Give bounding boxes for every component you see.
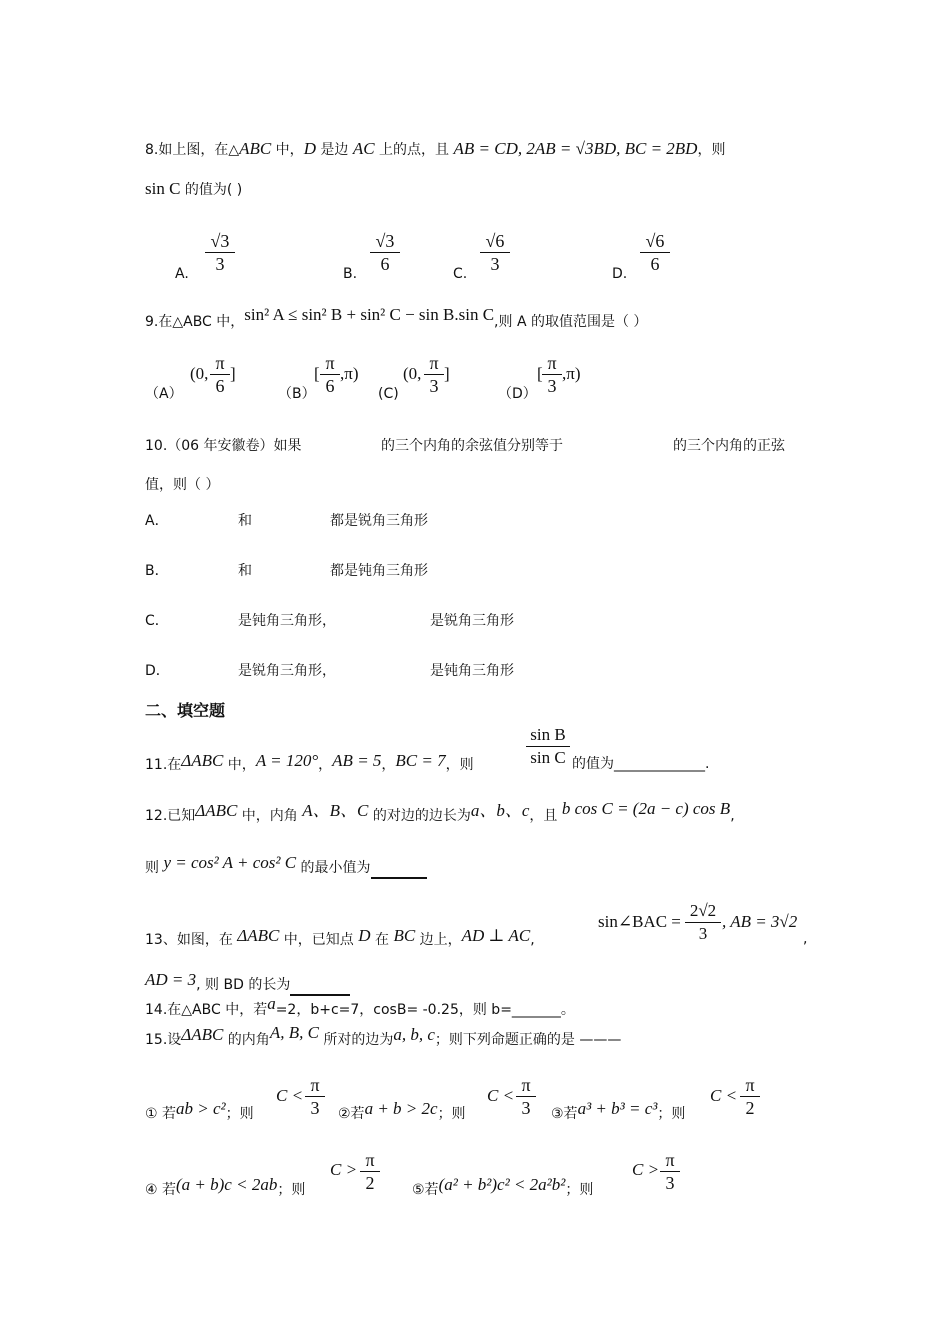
q12-text: 中，内角 <box>237 808 303 824</box>
q15-item-3-frac <box>740 1074 760 1119</box>
q15-sides: a, b, c <box>393 1025 435 1044</box>
q15-item-1-frac <box>305 1074 325 1119</box>
q10-option-d-label[interactable]: D． <box>145 663 170 679</box>
q13-text: 在 <box>370 932 394 948</box>
q8-option-d-value <box>640 230 670 275</box>
numerator: π <box>660 1149 680 1172</box>
q13-prefix: 13、如图，在 <box>145 932 238 948</box>
q15-item-2-frac <box>516 1074 536 1119</box>
q11-then: ，则 <box>445 757 474 773</box>
q12-text: 的对边的边长为 <box>368 808 471 824</box>
q15-item-condition: ab > c² <box>176 1099 226 1118</box>
q13-text: , 则 BD 的长为 <box>196 977 291 993</box>
q10-option-d-text1: 是锐角三角形， <box>238 663 336 679</box>
q15-item-condition: a + b > 2c <box>364 1099 438 1118</box>
question-14 <box>145 994 575 1019</box>
q12-line2 <box>145 853 427 879</box>
q8-text: 上的点，且 <box>374 142 454 158</box>
q15-item-1-c: C < <box>276 1086 304 1105</box>
q8-option-a-value <box>205 230 235 275</box>
q15-item-label: ① 若 <box>145 1106 177 1122</box>
q15-item-2 <box>338 1099 466 1123</box>
q15-text: 的内角 <box>223 1032 270 1048</box>
numerator: sin B <box>526 724 570 747</box>
q8-text: 是边 <box>315 142 353 158</box>
q13-triangle: ΔABC <box>237 926 280 945</box>
q15-item-then: ；则 <box>657 1106 686 1122</box>
q12-angles: A、B、C <box>302 801 369 820</box>
numerator: √3 <box>370 230 400 253</box>
q13-sin-value <box>685 900 721 945</box>
q11-angle-a: A = 120° <box>255 751 319 770</box>
q13-line1: 13、如图，在 ΔABC 中，已知点 D 在 BC 边上，AD ⊥ AC, <box>145 926 535 948</box>
denominator: 6 <box>650 254 660 274</box>
q13-side-bc: BC <box>393 926 416 945</box>
numerator: √6 <box>640 230 670 253</box>
q10-option-a-text1: 和 <box>238 513 252 529</box>
q8-point-d: D <box>303 139 316 158</box>
q15-item-then: ；则 <box>437 1106 466 1122</box>
q11-line: 11.在ΔABC 中，A = 120°，AB = 5，BC = 7，则 <box>145 751 474 773</box>
q9-option-d-frac <box>542 352 562 397</box>
q9-option-a-frac <box>210 352 230 397</box>
denominator: sin C <box>530 748 566 767</box>
q9-option-c-frac <box>424 352 444 397</box>
q9-condition: sin² A ≤ sin² B + sin² C − sin B.sin C <box>244 305 495 324</box>
q15-item-2-c: C < <box>487 1086 515 1105</box>
q10-option-c-text1: 是钝角三角形， <box>238 613 336 629</box>
q15-item-3-c: C < <box>710 1086 738 1105</box>
numerator: π <box>542 352 562 375</box>
numerator: π <box>210 352 230 375</box>
q9-option-b-label[interactable]: （B） <box>278 386 316 402</box>
q15-item-1 <box>145 1099 254 1123</box>
q12-line1 <box>145 799 735 825</box>
q15-item-4-frac <box>360 1149 380 1194</box>
numerator: 2√2 <box>685 900 721 923</box>
q9-option-a-right: ] <box>230 364 236 383</box>
q12-sides: a、b、c <box>470 801 530 820</box>
q10-option-b-text2: 都是钝角三角形 <box>330 563 428 579</box>
q12-text: ，且 <box>529 808 562 824</box>
q11-suffix: 的值为_____________. <box>572 756 710 772</box>
q15-text: 所对的边为 <box>318 1032 394 1048</box>
q15-suffix: ；则下列命题正确的是 ——— <box>434 1032 622 1048</box>
q8-side-ac: AC <box>352 139 375 158</box>
section-heading: 二、填空题 <box>145 701 226 720</box>
numerator: π <box>305 1074 325 1097</box>
q10-option-a-text2: 都是锐角三角形 <box>330 513 428 529</box>
q8-sinc: sin C <box>145 179 181 198</box>
q9-option-c-label[interactable]: (C) <box>378 386 399 402</box>
q8-option-c-value <box>480 230 510 275</box>
q11-ratio <box>526 724 570 769</box>
q15-item-4-c: C > <box>330 1160 358 1179</box>
q9-option-b-right: ,π) <box>340 364 359 383</box>
q13-text: 中，已知点 <box>279 932 359 948</box>
q8-line1 <box>145 140 725 159</box>
q15-line1 <box>145 1023 622 1049</box>
q12-triangle: ΔABC <box>195 801 238 820</box>
q13-comma: , <box>803 931 808 947</box>
q13-line2 <box>145 970 350 996</box>
q8-condition: AB = CD, 2AB = √3BD, BC = 2BD <box>453 139 698 158</box>
q12-condition: b cos C = (2a − c) cos B <box>561 799 731 818</box>
q8-option-a-label[interactable]: A. <box>175 266 189 282</box>
q9-prefix: 9.在△ABC 中， <box>145 314 245 330</box>
q14-a: a <box>267 994 276 1013</box>
denominator: 3 <box>310 1098 320 1118</box>
q8-option-b-label[interactable]: B. <box>343 266 358 282</box>
q8-option-d-label[interactable]: D. <box>612 266 628 282</box>
q15-item-4 <box>145 1175 306 1199</box>
denominator: 6 <box>215 376 225 396</box>
q15-item-5 <box>412 1175 594 1199</box>
q13-side-ad: AD = 3 <box>145 970 197 989</box>
denominator: 6 <box>380 254 390 274</box>
q15-item-then: ；则 <box>277 1182 306 1198</box>
q9-option-c-left: (0, <box>403 364 422 383</box>
q13-text: 边上， <box>415 932 462 948</box>
q10-option-b-label[interactable]: B． <box>145 563 169 579</box>
q13-sin-bac: sin∠BAC = <box>598 912 681 931</box>
numerator: √3 <box>205 230 235 253</box>
q15-item-label: ④ 若 <box>145 1182 177 1198</box>
q15-item-label: ③若 <box>551 1106 578 1122</box>
denominator: 2 <box>365 1173 375 1193</box>
q10-option-d-text2: 是钝角三角形 <box>430 663 514 679</box>
q13-side-ab: , AB = 3√2 <box>722 912 798 931</box>
q14-text1: 14.在△ABC 中，若 <box>145 1002 268 1018</box>
q9-suffix: ,则 A 的取值范围是（ ） <box>494 314 648 330</box>
q12-prefix: 12.已知 <box>145 808 196 824</box>
q13-point-d: D <box>358 926 371 945</box>
denominator: 2 <box>745 1098 755 1118</box>
q13-perpendicular: AD ⊥ AC <box>461 926 531 945</box>
q9-option-a-label[interactable]: （A） <box>145 386 183 402</box>
q9-option-c-right: ] <box>444 364 450 383</box>
q12-answer-blank[interactable] <box>371 859 427 879</box>
numerator: π <box>740 1074 760 1097</box>
q9-option-b-frac <box>320 352 340 397</box>
q15-item-then: ；则 <box>565 1182 594 1198</box>
q10-text-1: 10.（06 年安徽卷）如果 <box>145 438 302 454</box>
q9-line1 <box>145 305 648 331</box>
q8-prefix: 8.如上图，在△ <box>145 142 240 158</box>
q8-line2 <box>145 180 242 199</box>
q15-item-then: ；则 <box>225 1106 254 1122</box>
denominator: 3 <box>665 1173 675 1193</box>
q10-option-c-label[interactable]: C． <box>145 613 169 629</box>
denominator: 3 <box>215 254 225 274</box>
q10-text-2: 的三个内角的余弦值分别等于 <box>381 438 563 454</box>
q8-triangle: ABC <box>239 139 272 158</box>
numerator: π <box>516 1074 536 1097</box>
q15-prefix: 15.设 <box>145 1032 182 1048</box>
q9-option-d-right: ,π) <box>562 364 581 383</box>
q9-option-a-left: (0, <box>190 364 209 383</box>
denominator: 3 <box>547 376 557 396</box>
q11-text: 中， <box>223 757 256 773</box>
q8-text: ，则 <box>697 142 726 158</box>
q10-option-a-label[interactable]: A． <box>145 513 169 529</box>
q10-text-3: 的三个内角的正弦 <box>673 438 785 454</box>
q12-expression: y = cos² A + cos² C <box>163 853 297 872</box>
q15-item-3 <box>551 1099 686 1123</box>
q12-comma: , <box>730 808 735 824</box>
numerator: √6 <box>480 230 510 253</box>
q15-item-label: ②若 <box>338 1106 365 1122</box>
q15-item-condition: (a + b)c < 2ab <box>176 1175 278 1194</box>
q15-item-5-c: C > <box>632 1160 660 1179</box>
denominator: 3 <box>698 924 708 943</box>
numerator: π <box>360 1149 380 1172</box>
q9-option-d-label[interactable]: （D） <box>498 386 537 402</box>
q15-item-condition: a³ + b³ = c³ <box>577 1099 658 1118</box>
q10-option-c-text2: 是锐角三角形 <box>430 613 514 629</box>
q15-item-5-frac <box>660 1149 680 1194</box>
q14-text2: =2，b+c=7，cosB= -0.25，则 b=_______。 <box>275 1002 575 1018</box>
denominator: 3 <box>521 1098 531 1118</box>
q11-side-bc: BC = 7 <box>395 751 446 770</box>
q11-side-ab: AB = 5 <box>332 751 382 770</box>
q13-answer-blank[interactable] <box>290 976 350 996</box>
q11-prefix: 11.在 <box>145 757 182 773</box>
q12-text: 的最小值为 <box>296 860 371 876</box>
q8-option-b-value <box>370 230 400 275</box>
denominator: 3 <box>490 254 500 274</box>
q15-angles: A, B, C <box>269 1023 319 1042</box>
q15-triangle: ΔABC <box>181 1025 224 1044</box>
q8-suffix: 的值为( ) <box>180 182 243 198</box>
q15-item-label: ⑤若 <box>412 1182 439 1198</box>
q10-line2: 值，则（ ） <box>145 477 220 493</box>
q15-item-condition: (a² + b²)c² < 2a²b² <box>438 1175 566 1194</box>
q12-text: 则 <box>145 860 164 876</box>
q9-option-d-left: [ <box>537 364 543 383</box>
q10-option-b-text1: 和 <box>238 563 252 579</box>
denominator: 3 <box>429 376 439 396</box>
numerator: π <box>320 352 340 375</box>
q11-triangle: ΔABC <box>181 751 224 770</box>
q8-text: 中， <box>271 142 304 158</box>
q8-option-c-label[interactable]: C. <box>453 266 468 282</box>
numerator: π <box>424 352 444 375</box>
q9-option-b-left: [ <box>314 364 320 383</box>
denominator: 6 <box>325 376 335 396</box>
